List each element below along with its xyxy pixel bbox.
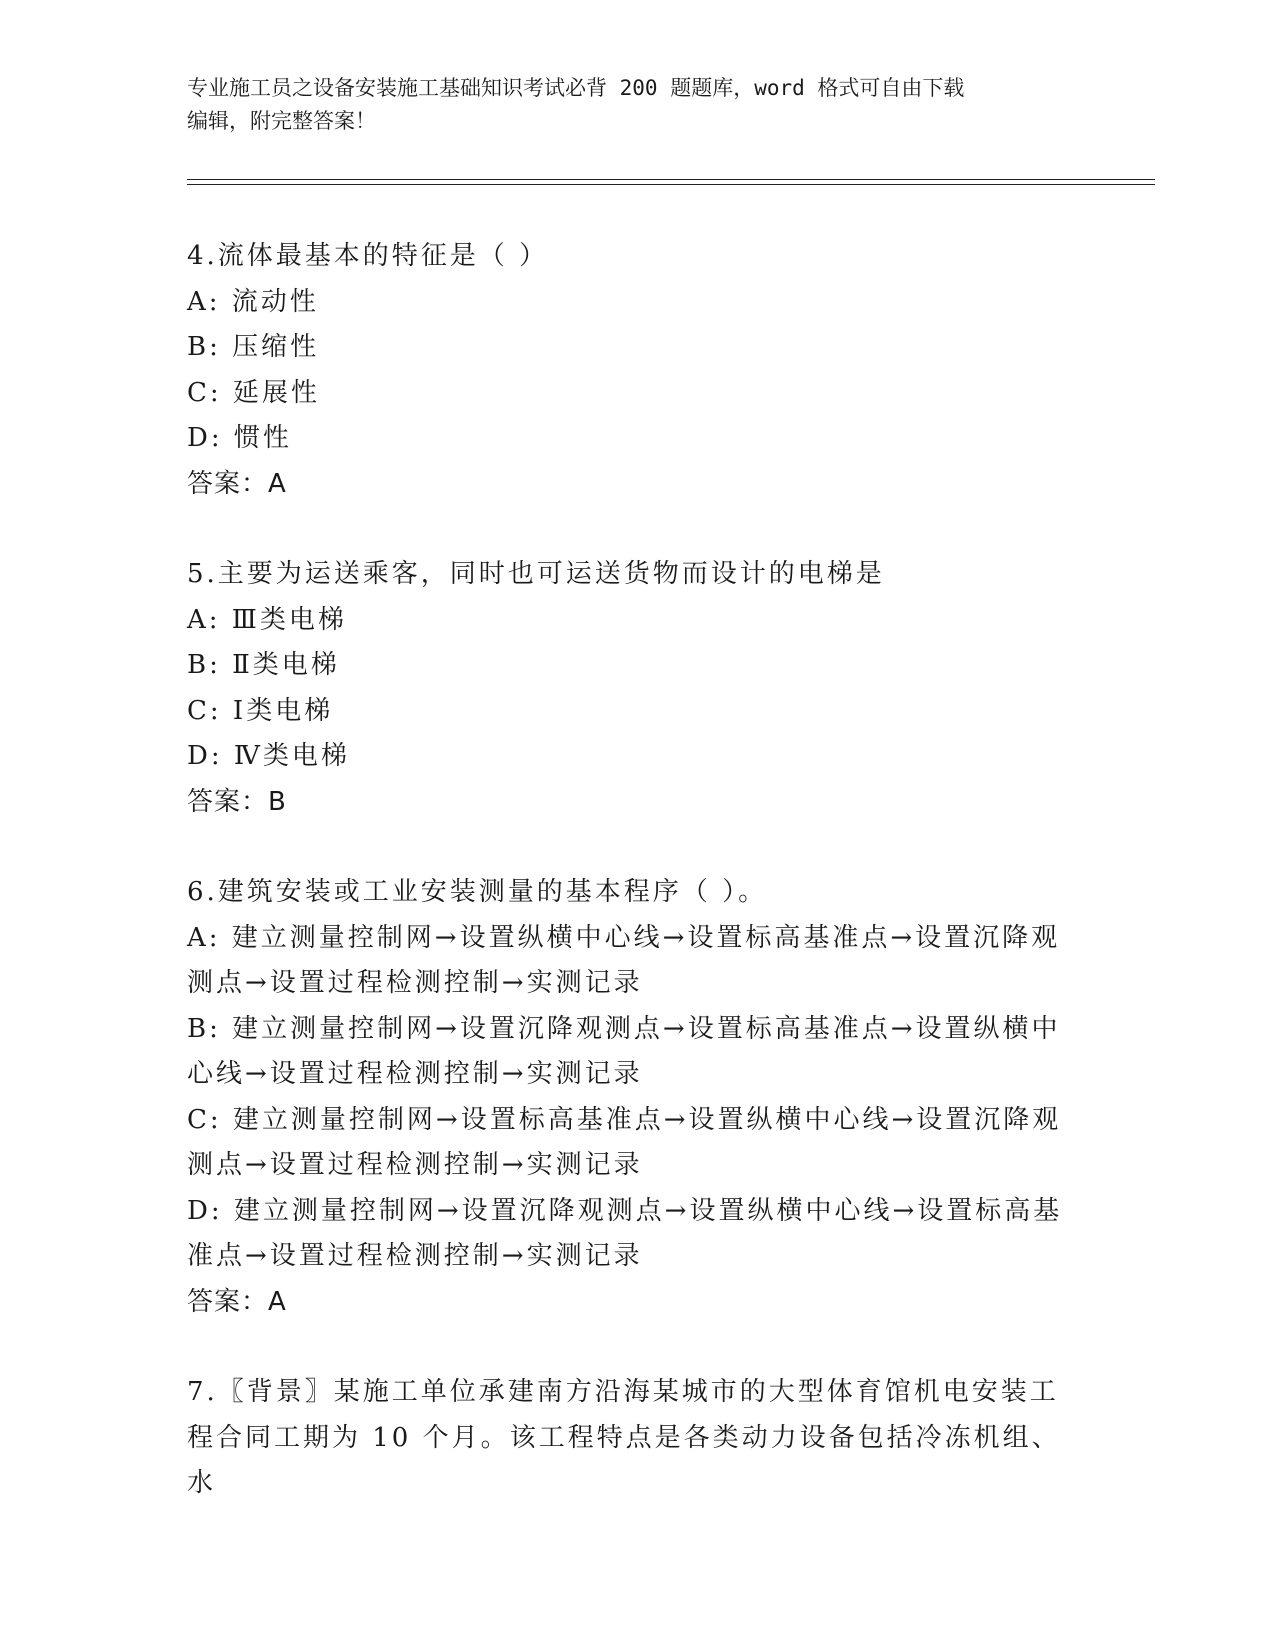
question-list bbox=[187, 234, 1087, 1507]
option-c: C: 延展性 bbox=[187, 377, 320, 408]
question-spacer bbox=[187, 507, 1087, 552]
question-stem-line-1: 7.〖背景〗某施工单位承建南方沿海某城市的大型体育馆机电安装工 bbox=[187, 1377, 1059, 1407]
question-4 bbox=[187, 234, 1087, 507]
option-d-line-2: 准点→设置过程检测控制→实测记录 bbox=[187, 1241, 643, 1271]
option-a-line-2: 测点→设置过程检测控制→实测记录 bbox=[187, 968, 643, 998]
question-stem-line-2: 程合同工期为 10 个月。该工程特点是各类动力设备包括冷冻机组、水 bbox=[187, 1422, 1061, 1498]
document-header bbox=[187, 72, 1087, 138]
question-spacer bbox=[187, 825, 1087, 870]
question-7 bbox=[187, 1370, 1087, 1507]
header-divider-bottom bbox=[187, 184, 1155, 185]
question-stem: 6.建筑安装或工业安装测量的基本程序（ ）。 bbox=[187, 877, 768, 907]
question-stem: 5.主要为运送乘客，同时也可运送货物而设计的电梯是 bbox=[187, 559, 885, 589]
answer-line: 答案：A bbox=[187, 468, 287, 499]
option-a: A: Ⅲ类电梯 bbox=[187, 604, 347, 635]
header-divider-top bbox=[187, 179, 1155, 180]
option-a-line-1: A: 建立测量控制网→设置纵横中心线→设置标高基准点→设置沉降观 bbox=[187, 922, 1061, 953]
option-d: D: Ⅳ类电梯 bbox=[187, 741, 350, 771]
option-c-line-2: 测点→设置过程检测控制→实测记录 bbox=[187, 1150, 643, 1180]
option-b: B: Ⅱ类电梯 bbox=[187, 650, 340, 680]
question-stem: 4.流体最基本的特征是（ ） bbox=[187, 241, 549, 271]
option-a: A: 流动性 bbox=[187, 286, 319, 317]
answer-line: 答案：A bbox=[187, 1286, 287, 1317]
question-spacer bbox=[187, 1325, 1087, 1370]
answer-line: 答案：B bbox=[187, 786, 287, 817]
option-c: C: Ⅰ类电梯 bbox=[187, 695, 334, 726]
option-b-line-1: B: 建立测量控制网→设置沉降观测点→设置标高基准点→设置纵横中 bbox=[187, 1013, 1061, 1044]
header-line-2: 编辑，附完整答案！ bbox=[187, 109, 376, 133]
option-b-line-2: 心线→设置过程检测控制→实测记录 bbox=[187, 1059, 643, 1089]
option-d: D: 惯性 bbox=[187, 423, 292, 453]
option-c-line-1: C: 建立测量控制网→设置标高基准点→设置纵横中心线→设置沉降观 bbox=[187, 1104, 1062, 1135]
header-line-1: 专业施工员之设备安装施工基础知识考试必背 200 题题库，word 格式可自由下载 bbox=[187, 76, 965, 100]
question-6 bbox=[187, 870, 1087, 1325]
question-5 bbox=[187, 552, 1087, 825]
option-d-line-1: D: 建立测量控制网→设置沉降观测点→设置纵横中心线→设置标高基 bbox=[187, 1195, 1063, 1226]
option-b: B: 压缩性 bbox=[187, 332, 320, 362]
